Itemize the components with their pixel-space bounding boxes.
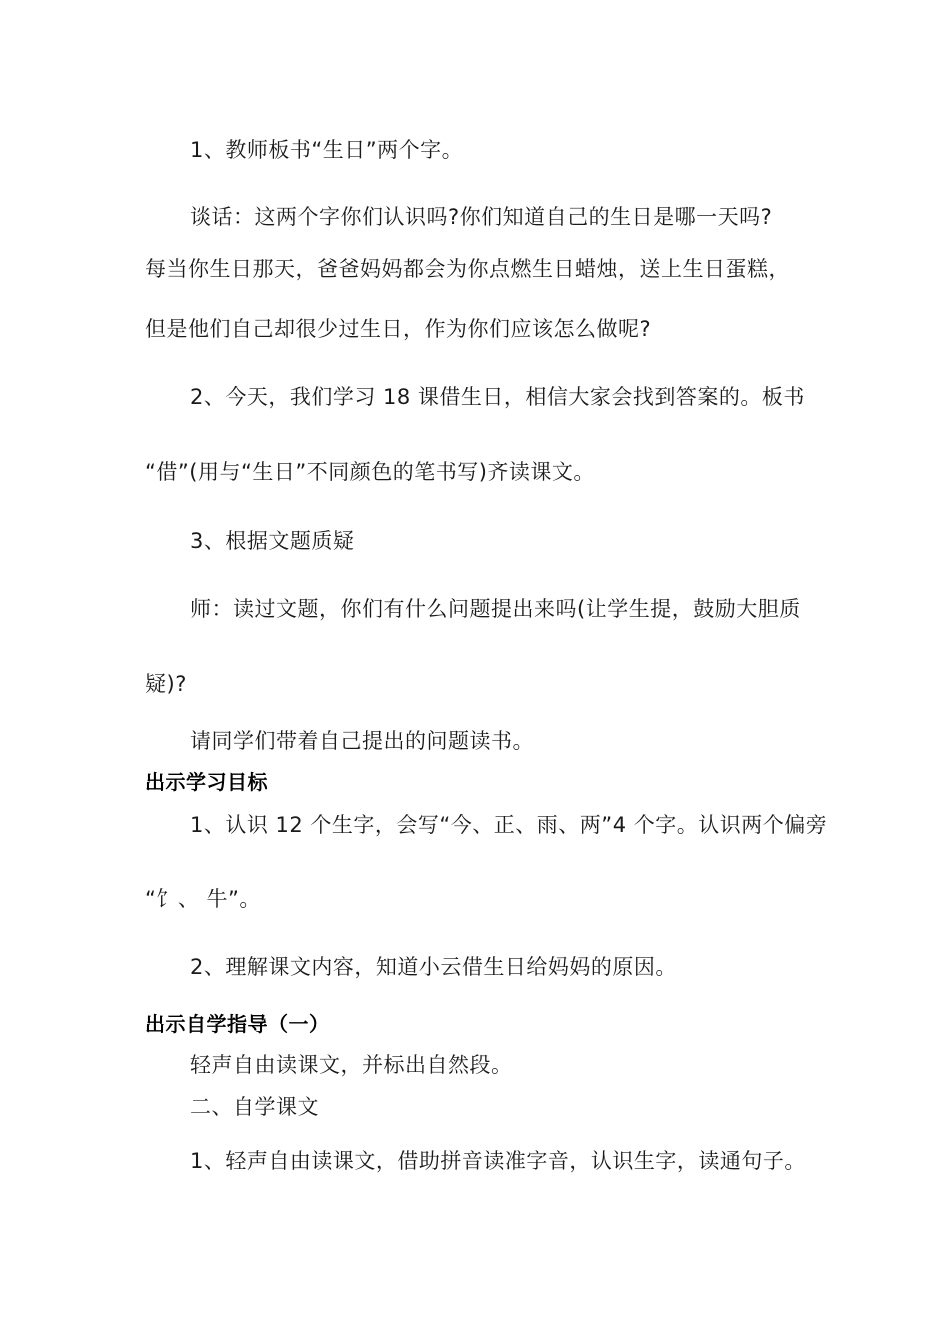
paragraph-line: 1、教师板书“生日”两个字。 [190,138,464,162]
paragraph-line: 谈话：这两个字你们认识吗?你们知道自己的生日是哪一天吗? [190,205,773,229]
paragraph-line: 二、自学课文 [190,1095,319,1119]
section-heading: 出示学习目标 [145,770,268,794]
paragraph-line: 2、今天，我们学习 18 课借生日，相信大家会找到答案的。板书 [190,385,805,409]
paragraph-line: 2、理解课文内容，知道小云借生日给妈妈的原因。 [190,955,677,979]
paragraph-line: “借”(用与“生日”不同颜色的笔书写)齐读课文。 [145,460,595,484]
paragraph-line: 疑)? [145,672,187,696]
paragraph-line: 1、轻声自由读课文，借助拼音读准字音，认识生字，读通句子。 [190,1149,806,1173]
paragraph-line: 轻声自由读课文，并标出自然段。 [190,1053,513,1077]
paragraph-line: 请同学们带着自己提出的问题读书。 [190,729,534,753]
paragraph-line: 每当你生日那天，爸爸妈妈都会为你点燃生日蜡烛，送上生日蛋糕， [145,257,790,281]
section-heading: 出示自学指导（一） [145,1012,330,1036]
paragraph-line: “饣、 牛”。 [145,887,261,911]
paragraph-line: 3、根据文题质疑 [190,529,355,553]
paragraph-line: 师：读过文题，你们有什么问题提出来吗(让学生提，鼓励大胆质 [190,597,801,621]
paragraph-line: 1、认识 12 个生字，会写“今、正、雨、两”4 个字。认识两个偏旁 [190,813,828,837]
paragraph-line: 但是他们自己却很少过生日，作为你们应该怎么做呢? [145,317,652,341]
